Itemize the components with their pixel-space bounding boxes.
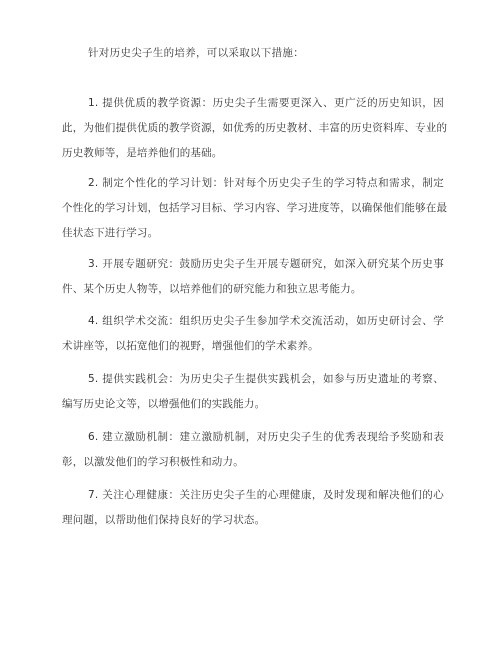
list-item-3: [62, 257, 444, 296]
intro-paragraph: 针对历史尖子生的培养，可以采取以下措施：: [88, 47, 304, 59]
item-1-line-2: 此，为他们提供优质的教学资源，如优秀的历史教材、丰富的历史资料库、专业的: [62, 122, 448, 134]
list-item-7: [62, 488, 444, 527]
list-item-5: [62, 372, 444, 411]
item-5-line-1: 5. 提供实践机会：为历史尖子生提供实践机会，如参与历史遗址的考察、: [88, 373, 444, 385]
item-6-line-2: 彰，以激发他们的学习积极性和动力。: [62, 456, 244, 468]
item-7-line-2: 理问题，以帮助他们保持良好的学习状态。: [62, 514, 266, 526]
item-2-line-1: 2. 制定个性化的学习计划：针对每个历史尖子生的学习特点和需求，制定: [88, 177, 444, 189]
item-7-line-1: 7. 关注心理健康：关注历史尖子生的心理健康，及时发现和解决他们的心: [88, 489, 444, 501]
list-item-6: [62, 430, 444, 469]
item-2-line-2: 个性化的学习计划，包括学习目标、学习内容、学习进度等，以确保他们能够在最: [62, 202, 448, 214]
item-4-line-1: 4. 组织学术交流：组织历史尖子生参加学术交流活动，如历史研讨会、学: [88, 315, 444, 327]
item-5-line-2: 编写历史论文等，以增强他们的实践能力。: [62, 398, 266, 410]
item-6-line-1: 6. 建立激励机制：建立激励机制，对历史尖子生的优秀表现给予奖励和表: [88, 431, 444, 443]
list-item-1: [62, 96, 448, 160]
item-1-line-1: 1. 提供优质的教学资源：历史尖子生需要更深入、更广泛的历史知识，因: [88, 97, 444, 109]
list-item-2: [62, 176, 448, 240]
item-1-line-3: 历史教师等，是培养他们的基础。: [62, 147, 223, 159]
item-3-line-2: 件、某个历史人物等，以培养他们的研究能力和独立思考能力。: [62, 283, 362, 295]
item-3-line-1: 3. 开展专题研究：鼓励历史尖子生开展专题研究，如深入研究某个历史事: [88, 258, 444, 270]
item-2-line-3: 佳状态下进行学习。: [62, 227, 159, 239]
list-item-4: [62, 314, 444, 353]
item-4-line-2: 术讲座等，以拓宽他们的视野，增强他们的学术素养。: [62, 340, 319, 352]
